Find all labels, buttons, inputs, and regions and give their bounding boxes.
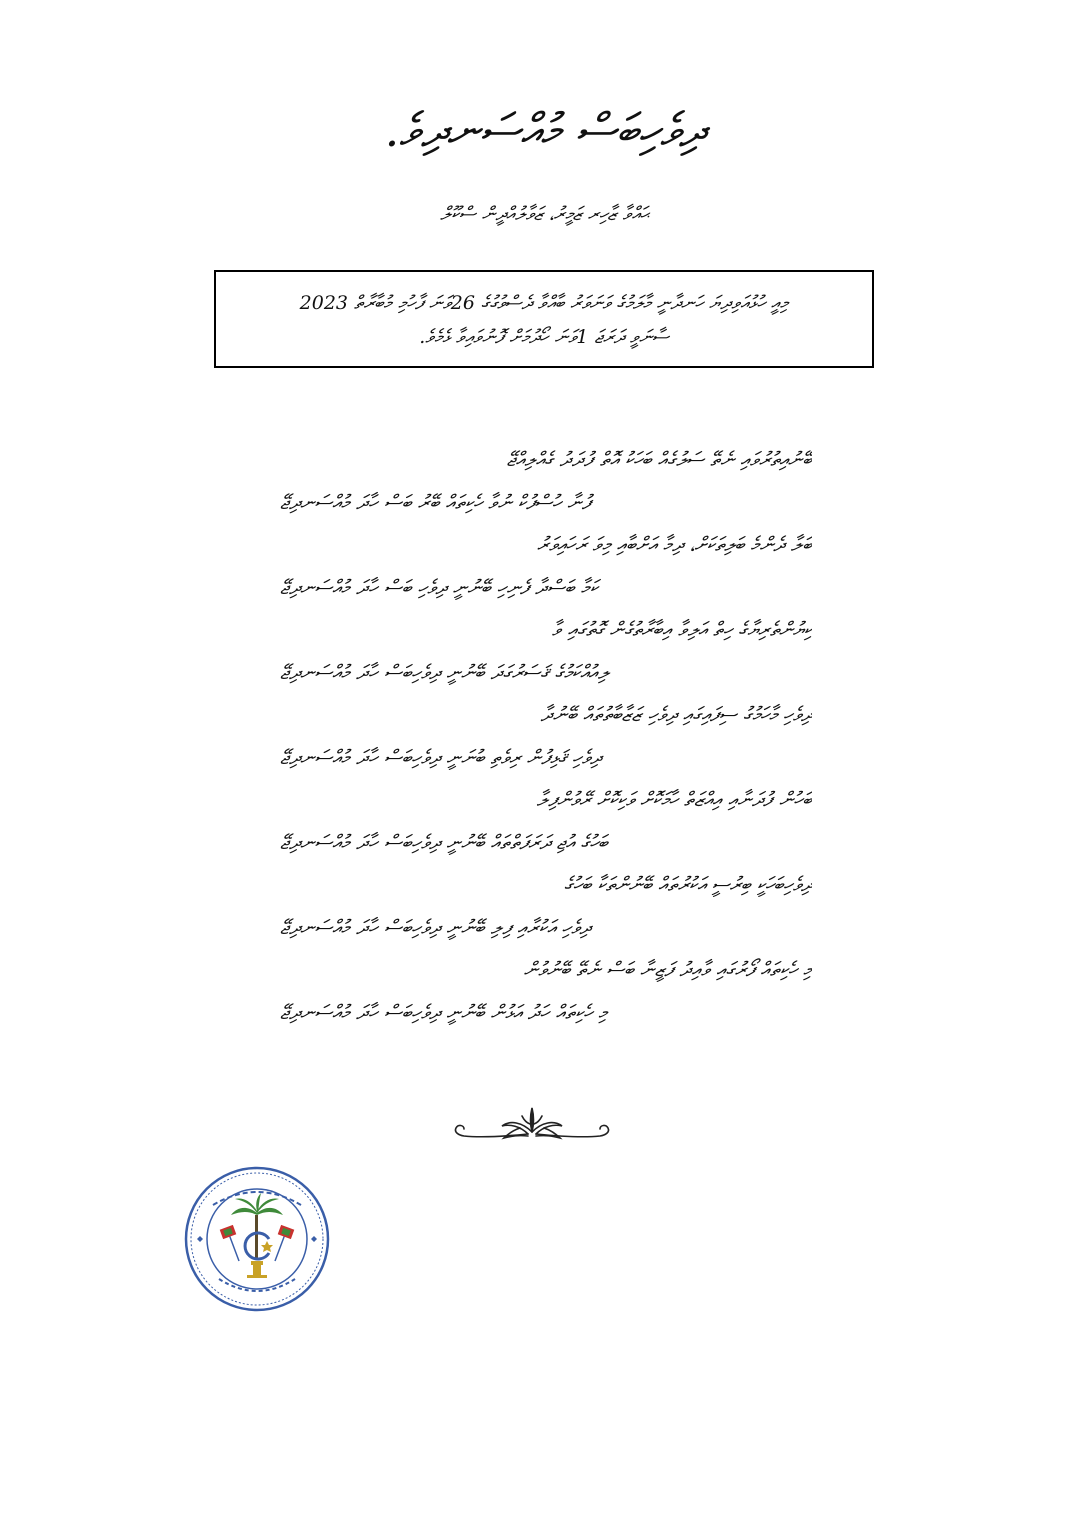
poem-verse-8: ދިވެހި ޤަޅިފުން ރިވެތި ބުނަނީ ދިވެހިބަސް ހާދަ މުއްސަނދިޖޭ: [280, 744, 602, 769]
document-title: ދިވެހިބަސް މުއްސަނދިވެ.: [384, 103, 705, 157]
poem-verse-13: މި ހެކިތައް ފޯރުގައި ވާއިދު ފަޒީނާ ބަސް ނެތޭ ބޭނުވުން: [523, 957, 812, 981]
poem: [280, 438, 812, 1033]
author-line: ޙައްވާ ޒާހިރ ޒަމީރު، ޒަވާލުއްދީން ސްކޫލް: [440, 203, 649, 225]
notice-line-2: ސާނަވީ ދަރަޖަ 1ވަނަ ހޯދުމަށް ފޮނުވައިވާ ޅެމެވެ.: [419, 326, 669, 348]
poem-verse-14: މި ހެކިތައް ހަދު އަޅުން ބޭނުނީ ދިވެހިބަސް ހާދަ މުއްސަނދިޖޭ: [280, 999, 608, 1024]
notice-line-1: މިއީ ހުޅުއަވިދިޔަ ހަނދާނީ މާލަމުގެ ވަނަވަރު ބާއްވާ ދެސްވުގުގެ 26ވަނަ ފާހުމި މުބާރާތް 2023: [299, 292, 789, 314]
poem-verse-12: ދިވެހި އަކުރާއި ފިލި ބޭނުނީ ދިވެހިބަސް ހާދަ މުއްސަނދިޖޭ: [280, 914, 591, 939]
poem-verse-5: ކިޔުންތެރިޔާގެ ހިތް އަލިވާ އިބާރާތުގެން ގޮތުގައި ވާ: [551, 617, 812, 641]
poem-verse-9: ބަހުން ފުދަނާއި އިއްޒަތް ހާމަކޮށް ވަކިކޮށް ރޭވުންފިލާ: [536, 787, 812, 811]
poem-verse-11: ދިވެހިބަހަކީ ބިރުސީ އަކުރުތައް ބޭނުންތަކާ ބަހުގެ: [564, 872, 812, 896]
poem-verse-2: ފުނާ ހުސްފުކް ނުވާ ހެކިތައް ބޭރު ބަސް ހާދަ މުއްސަނދިޖޭ: [280, 489, 591, 514]
school-seal-icon: [183, 1165, 331, 1313]
poem-verse-6: ލިއުއްކަމުގެ ޤަސަރުގަދަ ބޭނުނީ ދިވެހިބަސް ހާދަ މުއްސަނދިޖޭ: [280, 659, 610, 684]
ornament-divider-icon: [448, 1104, 616, 1144]
poem-verse-4: ކަމާ ބަސްދާ ފެނިހި ބޭނުނީ ދިވެހި ބަސް ހާދަ މުއްސަނދިޖޭ: [280, 574, 599, 599]
poem-verse-1: ބޭނުއިތުރުވައި ނެތޭ ސަލުގެއް ބަހަކު އޮތް ފުދަދު ގެއްލިއްޖޭ: [506, 447, 812, 471]
poem-verse-10: ބަހުގެ އުޖި ދަރަފަތްތައް ބޭނުނީ ދިވެހިބަސް ހާދަ މުއްސަނދިޖޭ: [280, 829, 608, 854]
competition-notice-box: [214, 270, 874, 368]
poem-verse-7: ދިވެހި މާހަމުގު ސިފައިގައި ދިވެހި ޒަޒާބާތުތައް ބޭނުދާ: [540, 702, 812, 726]
poem-verse-3: ބަލާ ދެންމެ ބަލިތަކަށް، ދިމާ އަށްބާއި މިވަ ރަހައިވަރު: [536, 532, 812, 556]
